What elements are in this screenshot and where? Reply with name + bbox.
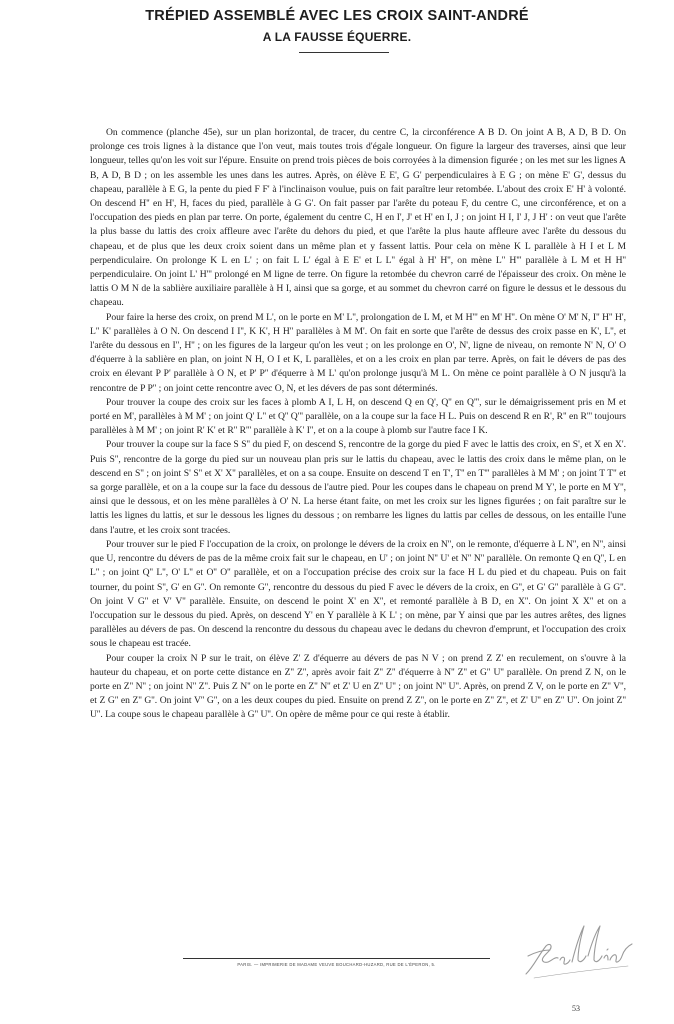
paragraph: Pour trouver la coupe des croix sur les faces à plomb A I, L H, on descend Q en Q', Q'' en Q''', sur le démaigrissement pris en M et porté en M', parallèles à M M' ; on joint Q' L'' et Q'' Q''' parallèle, on a la coupe sur la face H L. Puis on descend R en R', R'' en R''' toujours parallèles à M M' ; on joint R' K' et R'' R''' parallèle à K' I'', et on a la coupe à plomb sur l'autre face I K.	[90, 396, 626, 437]
paragraph: Pour trouver sur le pied F l'occupation de la croix, on prolonge le dévers de la croix en N'', on le remonte, d'équerre à L N'', en N'', ainsi que U, rencontre du dévers de pas de la même croix fait sur le chapeau, en U' ; on joint N'' U' et N'' N'' parallèle. On remonte Q en Q'', L en L'' ; on joint Q'' L'', O' L'' et O'' O'' parallèle, et on a l'occupation précise des croix sur la face H L du pied et du chapeau. Puis on fait tourner, du point S'', G' en G''. On remonte G'', rencontre du dessous du pied F avec le dévers de la croix, en G'', et G' G'' parallèle à G G''. On joint V G'' et V' V'' parallèle. Ensuite, on descend le point X' en X'', et remonté parallèle à B D, en X''. On joint X X'' et on a l'occupation sur le dessous du pied. Après, on descend Y' en Y parallèle à K L' ; on mène, par Y ainsi que par les autres arêtes, des lignes parallèles au dévers de pas. On descend la rencontre du dessous du chapeau avec le dedans du chevron d'emprunt, et l'occupation des croix sous le chapeau est tracée.	[90, 538, 626, 650]
page-subtitle: A LA FAUSSE ÉQUERRE.	[262, 30, 412, 44]
paragraph: Pour trouver la coupe sur la face S S'' du pied F, on descend S, rencontre de la gorge du pied F avec le lattis des croix, en S', et X en X'. Puis S'', rencontre de la gorge du pied sur un nouveau plan pris sur le lattis du chapeau, avec le lattis des croix dans le même plan, on le descend en S'' ; on joint S' S'' et X' X'' parallèles, et on a sa coupe. Ensuite on descend T en T', T'' en T''' parallèles à M M' ; on joint T T'' et sa gorge parallèle, et on a la coupe sur la face du dessous de l'autre pied. Pour les coupes dans le chapeau on prend M Y', le porte en M Y'', ainsi que le dessous, et on les mène parallèles à O' N. La herse étant faite, on met les croix sur les lignes figurées ; on fait paraître sur le lattis les lignes du lattis, et sur le dessous les lignes du dessous ; on rembarre les lignes du lattis par celles de dessous, on les entaille l'une dans l'autre, et les croix sont tracées.	[90, 439, 626, 536]
page-number: 53	[572, 1004, 580, 1013]
title-divider	[299, 52, 389, 53]
paragraph: Pour faire la herse des croix, on prend M L', on le porte en M' L'', prolongation de L M, et M H''' en M' H''. On mène O' M' N, I'' H'' H', L'' K' parallèles à O N. On descend I I'', K K', H H'' parallèles à M M'. On fait en sorte que l'arête de dessus des croix passe en K', L'', et l'arête du dessous en I'', H'' ; on les figures de la largeur qu'on les veut ; on les prolonge en O', N', ligne de niveau, on remonte N' N, O' O d'équerre à la sablière en plan, on joint N H, O I et K, L parallèles, et on a les croix en plan par terre. Après, on fait le dévers de pas des croix en élevant P P' parallèle à O N, et P' P'' d'équerre à M L' qu'on prolonge jusqu'à M L. On mène ce point parallèle à O N jusqu'à la rencontre de P P'' ; on joint cette rencontre avec O, N, et les dévers de pas sont déterminés.	[90, 311, 626, 394]
paragraph: Pour couper la croix N P sur le trait, on élève Z' Z d'équerre au dévers de pas N V ; on prend Z Z' en reculement, on s'ouvre à la hauteur du chapeau, et on porte cette distance en Z'' Z'', après avoir fait Z'' Z'' d'équerre à N'' Z'' et G'' U'' parallèle. On prend Z N, on le porte en Z'' N'' ; on joint N'' Z''. Puis Z N'' on le porte en Z'' N'' et Z' U en Z'' U'' ; on joint N'' U''. Après, on prend Z V, on le porte en Z'' V'', et Z G'' en Z'' G''. On joint V'' G'', on a les deux coupes du pied. Ensuite on prend Z Z'', on le porte en Z'' Z'', et Z' U'' en Z'' U''. On joint Z'' U''. La coupe sous le chapeau parallèle à G'' U''. On opère de même pour ce qui reste à établir.	[90, 652, 626, 721]
printer-imprint: PARIS. — IMPRIMERIE DE MADAME VEUVE BOUCHARD-HUZARD, RUE DE L'ÉPERON, 5.	[237, 962, 436, 967]
footer-divider	[183, 958, 490, 959]
handwritten-signature	[520, 916, 640, 982]
page-title: TRÉPIED ASSEMBLÉ AVEC LES CROIX SAINT-ANDRÉ	[145, 8, 529, 24]
paragraph: On commence (planche 45e), sur un plan horizontal, de tracer, du centre C, la circonférence A B D. On joint A B, A D, B D. On prolonge ces trois lignes à la distance que l'on veut, mais toutes trois d'égale longueur. On figure la largeur des traverses, ainsi que leur longueur, telles qu'on les voit sur l'épure. Ensuite on prend trois pièces de bois corroyées à la dimension figurée ; on les met sur les lignes A B, A D, B D ; on les assemble les unes dans les autres. Après, on élève E E', G G' perpendiculaires à E G ; on mène E' G', dessus du chapeau, parallèle à E G, la pente du pied F F' à l'inclinaison voulue, puis on fait paraître leur retombée. L'about des croix E' H' à volonté. On descend H'' en H', H, faces du pied, parallèle à G G'. On fait passer par l'arête du poteau F, du centre C, une circonférence, et on a l'occupation des pieds en plan par terre. On porte, également du centre C, H en I', J' et H' en I, J ; on joint H I, I' J, J H' : on veut que l'arête la plus basse du lattis des croix affleure avec l'arête du dehors du pied, et que l'arête la plus haute affleure avec l'arête du dessous du chapeau, et de plus que les deux croix soient dans un même plan et y fassent lattis. Pour cela on mène K L parallèle à H I et L M perpendiculaire. On prolonge K L en L' ; on fait L L' égal à E E' et L L'' égal à H' H'', on mène L'' H''' parallèle à L M et H H'' perpendiculaire. On joint L' H''' prolongé en M ligne de terre. On figure la retombée du chevron carré de l'épaisseur des croix. On mène le lattis O M N de la sablière auxiliaire parallèle à H I, ainsi que sa gorge, et au sommet du chevron carré on figure le dessus et le dessous du chapeau.	[90, 127, 626, 309]
body-text	[90, 126, 626, 723]
